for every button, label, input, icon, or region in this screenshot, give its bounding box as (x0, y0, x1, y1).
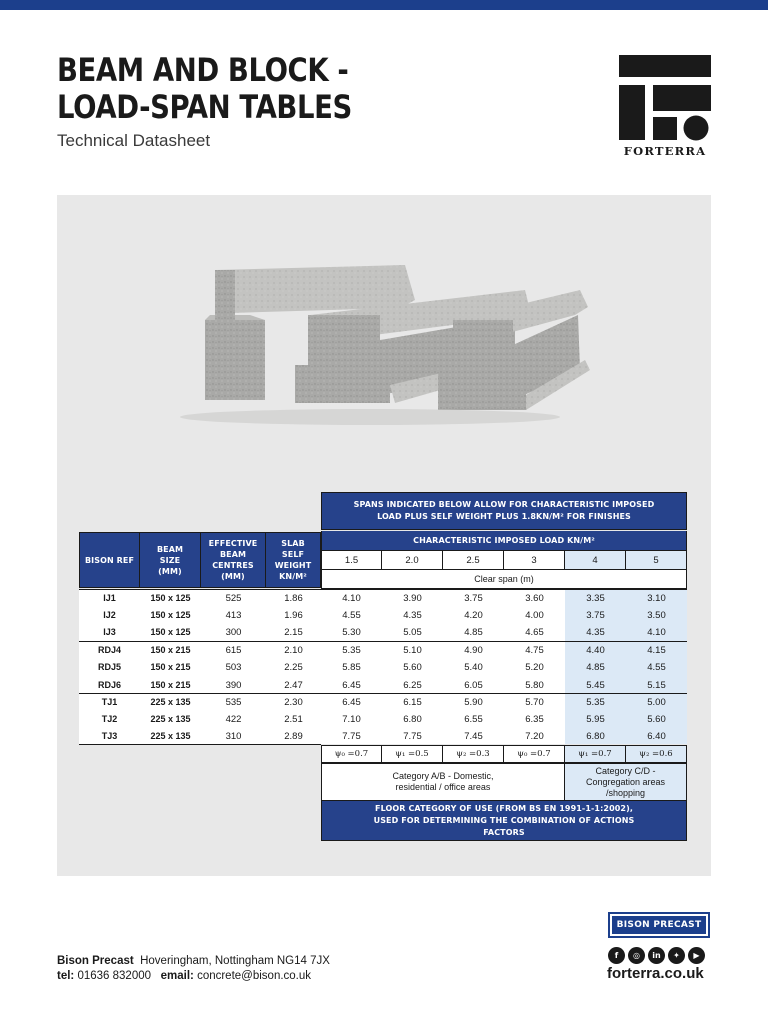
row-ref: IJ3 (103, 627, 116, 637)
bison-precast-badge (608, 912, 710, 938)
span-value: 7.75 (403, 730, 422, 742)
row-centres: 525 (225, 592, 242, 604)
row-centres: 422 (225, 713, 242, 725)
span-value: 7.75 (342, 730, 361, 742)
row-weight: 1.96 (284, 609, 303, 621)
row-weight: 1.86 (284, 592, 303, 604)
row-ref: TJ2 (101, 714, 118, 724)
span-value: 7.45 (464, 730, 483, 742)
span-value: 4.85 (586, 661, 605, 673)
span-value: 4.55 (342, 609, 361, 621)
load-value-header: 2.0 (382, 550, 443, 570)
tel-label: tel: (57, 970, 75, 982)
category-ab-label: Category A/B - Domestic, residential / office areas (321, 763, 565, 801)
email-address[interactable]: concrete@bison.co.uk (197, 970, 312, 982)
row-centres: 390 (225, 679, 242, 691)
row-size: 150 x 125 (150, 627, 191, 637)
span-value: 4.20 (464, 609, 483, 621)
span-value: 7.10 (342, 713, 361, 725)
footer-address (57, 955, 330, 967)
span-value: 6.15 (403, 696, 422, 708)
row-centres: 300 (225, 626, 242, 638)
email-label: email: (160, 970, 194, 982)
span-value: 6.40 (647, 730, 666, 742)
linkedin-icon[interactable]: in (648, 947, 665, 964)
table-note-bottom: FLOOR CATEGORY OF USE (FROM BS EN 1991-1-1:2002), USED FOR DETERMINING THE COMBINATION OF ACTIONS FACTORS (321, 801, 687, 841)
span-value: 5.60 (647, 713, 666, 725)
row-ref: RDJ6 (97, 680, 121, 690)
span-value: 6.80 (586, 730, 605, 742)
span-value: 3.10 (647, 592, 666, 604)
span-value: 6.25 (403, 679, 422, 691)
company-address: Hoveringham, Nottingham NG14 7JX (140, 955, 330, 967)
span-value: 3.75 (464, 592, 483, 604)
row-ref: IJ1 (103, 593, 116, 603)
load-value-header: 3 (504, 550, 565, 570)
table-grid-line (79, 693, 687, 694)
span-value: 5.90 (464, 696, 483, 708)
span-value: 4.00 (525, 609, 544, 621)
span-value: 5.05 (403, 626, 422, 638)
top-brand-bar (0, 0, 768, 10)
row-centres: 615 (225, 644, 242, 656)
row-ref: IJ2 (103, 610, 116, 620)
span-value: 7.20 (525, 730, 544, 742)
website-link[interactable]: forterra.co.uk (607, 965, 704, 982)
imposed-load-header: CHARACTERISTIC IMPOSED LOAD KN/M² (321, 531, 687, 550)
span-value: 5.45 (586, 679, 605, 691)
row-ref: TJ1 (101, 697, 118, 707)
span-value: 3.60 (525, 592, 544, 604)
load-value-header: 1.5 (321, 550, 382, 570)
span-value: 4.35 (403, 609, 422, 621)
span-value: 6.45 (342, 679, 361, 691)
table-grid-line (79, 589, 687, 590)
span-value: 5.95 (586, 713, 605, 725)
row-size: 225 x 135 (150, 697, 191, 707)
row-centres: 413 (225, 609, 242, 621)
tel-number[interactable]: 01636 832000 (77, 970, 152, 982)
bison-precast-badge-text: BISON PRECAST (612, 916, 706, 934)
forterra-logo-text: FORTERRA (623, 144, 707, 158)
span-value: 4.10 (647, 626, 666, 638)
span-value: 4.55 (647, 661, 666, 673)
row-centres: 535 (225, 696, 242, 708)
facebook-icon[interactable]: f (608, 947, 625, 964)
span-value: 5.35 (586, 696, 605, 708)
forterra-logo (619, 55, 711, 156)
title-line-1: BEAM AND BLOCK - (57, 51, 349, 89)
row-size: 150 x 215 (150, 680, 191, 690)
category-cd-label: Category C/D - Congregation areas /shopping (565, 763, 687, 801)
page-subtitle: Technical Datasheet (57, 131, 211, 150)
span-value: 5.20 (525, 661, 544, 673)
span-value: 5.40 (464, 661, 483, 673)
row-size: 225 x 135 (150, 731, 191, 741)
table-grid-line (79, 641, 687, 642)
row-ref: RDJ5 (97, 662, 121, 672)
span-value: 5.30 (342, 626, 361, 638)
span-value: 5.15 (647, 679, 666, 691)
row-ref: TJ3 (101, 731, 118, 741)
youtube-icon[interactable]: ▶ (688, 947, 705, 964)
span-value: 5.10 (403, 644, 422, 656)
span-value: 4.65 (525, 626, 544, 638)
social-icons (608, 947, 705, 964)
span-value: 6.55 (464, 713, 483, 725)
clear-span-label: Clear span (m) (321, 570, 687, 589)
col-bison-ref: BISON REF (79, 532, 140, 588)
span-value: 6.05 (464, 679, 483, 691)
span-value: 4.10 (342, 592, 361, 604)
row-centres: 310 (225, 730, 242, 742)
row-size: 150 x 125 (150, 593, 191, 603)
row-weight: 2.25 (284, 661, 303, 673)
psi-factor: ψ₁ =0.7 (565, 745, 626, 763)
table-note-top: SPANS INDICATED BELOW ALLOW FOR CHARACTERISTIC IMPOSED LOAD PLUS SELF WEIGHT PLUS 1.8KN/M² FOR FINISHES (321, 492, 687, 530)
span-value: 5.00 (647, 696, 666, 708)
row-weight: 2.51 (284, 713, 303, 725)
page-title (57, 52, 352, 126)
title-line-2: LOAD-SPAN TABLES (57, 88, 352, 126)
row-weight: 2.47 (284, 679, 303, 691)
span-value: 4.15 (647, 644, 666, 656)
row-size: 150 x 125 (150, 610, 191, 620)
twitter-icon[interactable]: ✦ (668, 947, 685, 964)
psi-factor: ψ₀ =0.7 (321, 745, 382, 763)
instagram-icon[interactable]: ◎ (628, 947, 645, 964)
span-value: 5.80 (525, 679, 544, 691)
row-ref: RDJ4 (97, 645, 121, 655)
load-value-header: 2.5 (443, 550, 504, 570)
span-value: 6.45 (342, 696, 361, 708)
row-weight: 2.30 (284, 696, 303, 708)
psi-factor: ψ₂ =0.3 (443, 745, 504, 763)
footer-contact (57, 970, 311, 982)
row-weight: 2.15 (284, 626, 303, 638)
span-value: 4.75 (525, 644, 544, 656)
load-value-header: 5 (626, 550, 687, 570)
psi-factor: ψ₂ =0.6 (626, 745, 687, 763)
span-value: 3.75 (586, 609, 605, 621)
span-value: 5.35 (342, 644, 361, 656)
span-value: 5.60 (403, 661, 422, 673)
company-name: Bison Precast (57, 955, 134, 967)
span-value: 5.85 (342, 661, 361, 673)
load-value-header: 4 (565, 550, 626, 570)
row-centres: 503 (225, 661, 242, 673)
row-size: 150 x 215 (150, 662, 191, 672)
span-value: 6.35 (525, 713, 544, 725)
psi-factor: ψ₁ =0.5 (382, 745, 443, 763)
row-weight: 2.10 (284, 644, 303, 656)
span-value: 5.70 (525, 696, 544, 708)
span-value: 3.50 (647, 609, 666, 621)
span-value: 4.35 (586, 626, 605, 638)
concrete-beams-image (170, 245, 610, 430)
span-value: 4.90 (464, 644, 483, 656)
col-slab-weight: SLAB SELF WEIGHT KN/M² (266, 532, 321, 588)
row-weight: 2.89 (284, 730, 303, 742)
psi-factor: ψ₀ =0.7 (504, 745, 565, 763)
span-value: 3.35 (586, 592, 605, 604)
span-value: 3.90 (403, 592, 422, 604)
span-value: 4.40 (586, 644, 605, 656)
span-value: 4.85 (464, 626, 483, 638)
table-grid-line (79, 744, 321, 745)
span-value: 6.80 (403, 713, 422, 725)
row-size: 225 x 135 (150, 714, 191, 724)
row-size: 150 x 215 (150, 645, 191, 655)
col-effective-centres: EFFECTIVE BEAM CENTRES (MM) (201, 532, 266, 588)
col-beam-size: BEAM SIZE (MM) (140, 532, 201, 588)
